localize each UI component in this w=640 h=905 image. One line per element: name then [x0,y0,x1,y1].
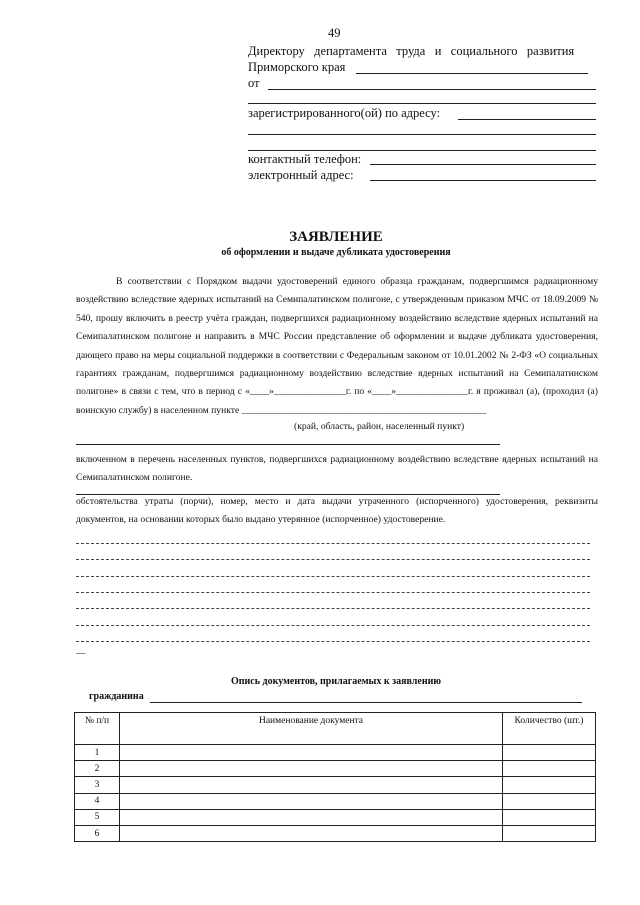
table-row [75,793,596,809]
row-number: 6 [75,825,120,841]
address-fill-line-2[interactable] [248,134,596,135]
quantity-cell[interactable] [503,825,596,841]
included-text: включенном в перечень населенных пунктов, подвергшихся радиационному воздействию вследствие ядерных испытаний на Семипалатинском полигоне. [76,454,598,484]
body-paragraph: В соответствии с Порядком выдачи удостоверений единого образца гражданам, подвергшимся радиационному воздействию вследствие ядерных испытаний на Семипалатинском полигоне, с утвержденным приказом МЧС от 18.09.2009 № 540, прошу включить в реестр учёта граждан, подвергшихся радиационному воздействию вследствие ядерных испытаний на Семипалатинском полигоне и направить в МЧС России представление об оформлении и выдаче дубликата удостоверения, дающего право на меры социальной поддержки в соответствии с Федеральным законом от 10.01.2002 № 2-ФЗ «О социальных гарантиях гражданам, подвергшимся радиационному воздействию вследствие ядерных испытаний на Семипалатинском полигоне» в связи с тем, что в период с «____»_______________г. по «____»_______________г. я проживал (а), (проходил (а) воинскую службу) в населенном пункте ___________________________________________________ [76,276,598,416]
circumstances-text: обстоятельства утраты (порчи), номер, место и дата выдачи утраченного (испорченного) удостоверения, реквизиты документов, на основании которых было выдано утерянное (испорченное) удостоверение. [76,496,598,526]
table-row [75,777,596,793]
document-name-cell[interactable] [120,777,503,793]
document-title: ЗАЯВЛЕНИЕ [289,229,383,245]
email-fill-line[interactable] [370,180,596,181]
blank-line-4[interactable] [76,592,590,593]
phone-label: контактный телефон: [248,152,362,166]
table-row [75,761,596,777]
address-fill-line-3[interactable] [248,150,596,151]
column-header-number: № п/п [75,713,120,745]
row-number: 2 [75,761,120,777]
address-fill-line-1[interactable] [458,119,596,120]
place-hint: (край, область, район, населенный пункт) [294,421,465,432]
document-name-cell[interactable] [120,809,503,825]
addressee-line-1: Директору департамента труда и социального развития [248,44,575,58]
table-row [75,745,596,761]
document-name-cell[interactable] [120,793,503,809]
document-subtitle: об оформлении и выдаче дубликата удостоверения [221,247,451,258]
quantity-cell[interactable] [503,761,596,777]
quantity-cell[interactable] [503,777,596,793]
documents-table [74,712,596,842]
column-header-name: Наименование документа [120,713,503,745]
blank-line-7[interactable] [76,641,590,642]
row-number: 1 [75,745,120,761]
row-number: 5 [75,809,120,825]
row-number: 3 [75,777,120,793]
from-fill-line[interactable] [268,89,596,90]
citizen-fill-line[interactable] [150,702,582,703]
registered-label: зарегистрированного(ой) по адресу: [248,106,441,120]
blank-line-3[interactable] [76,576,590,577]
small-mark: — [76,648,86,659]
phone-fill-line[interactable] [370,164,596,165]
addressee-line-2: Приморского края [248,60,346,74]
quantity-cell[interactable] [503,809,596,825]
document-name-cell[interactable] [120,745,503,761]
table-row [75,809,596,825]
table-row [75,825,596,841]
quantity-cell[interactable] [503,745,596,761]
blank-line-2[interactable] [76,559,590,560]
page-number: 49 [328,26,341,40]
addressee-fill-line[interactable] [356,73,588,74]
citizen-label: гражданина [89,691,144,702]
blank-line-6[interactable] [76,625,590,626]
document-name-cell[interactable] [120,761,503,777]
quantity-cell[interactable] [503,793,596,809]
blank-line-1[interactable] [76,543,590,544]
document-name-cell[interactable] [120,825,503,841]
blank-line-5[interactable] [76,608,590,609]
from-fill-line-2[interactable] [248,103,596,104]
row-number: 4 [75,793,120,809]
email-label: электронный адрес: [248,168,354,182]
inventory-title: Опись документов, прилагаемых к заявлению [231,676,441,687]
from-label: от [248,76,260,90]
place-fill-line[interactable] [76,444,500,445]
column-header-quantity: Количество (шт.) [503,713,596,745]
table-header-row [75,713,596,745]
